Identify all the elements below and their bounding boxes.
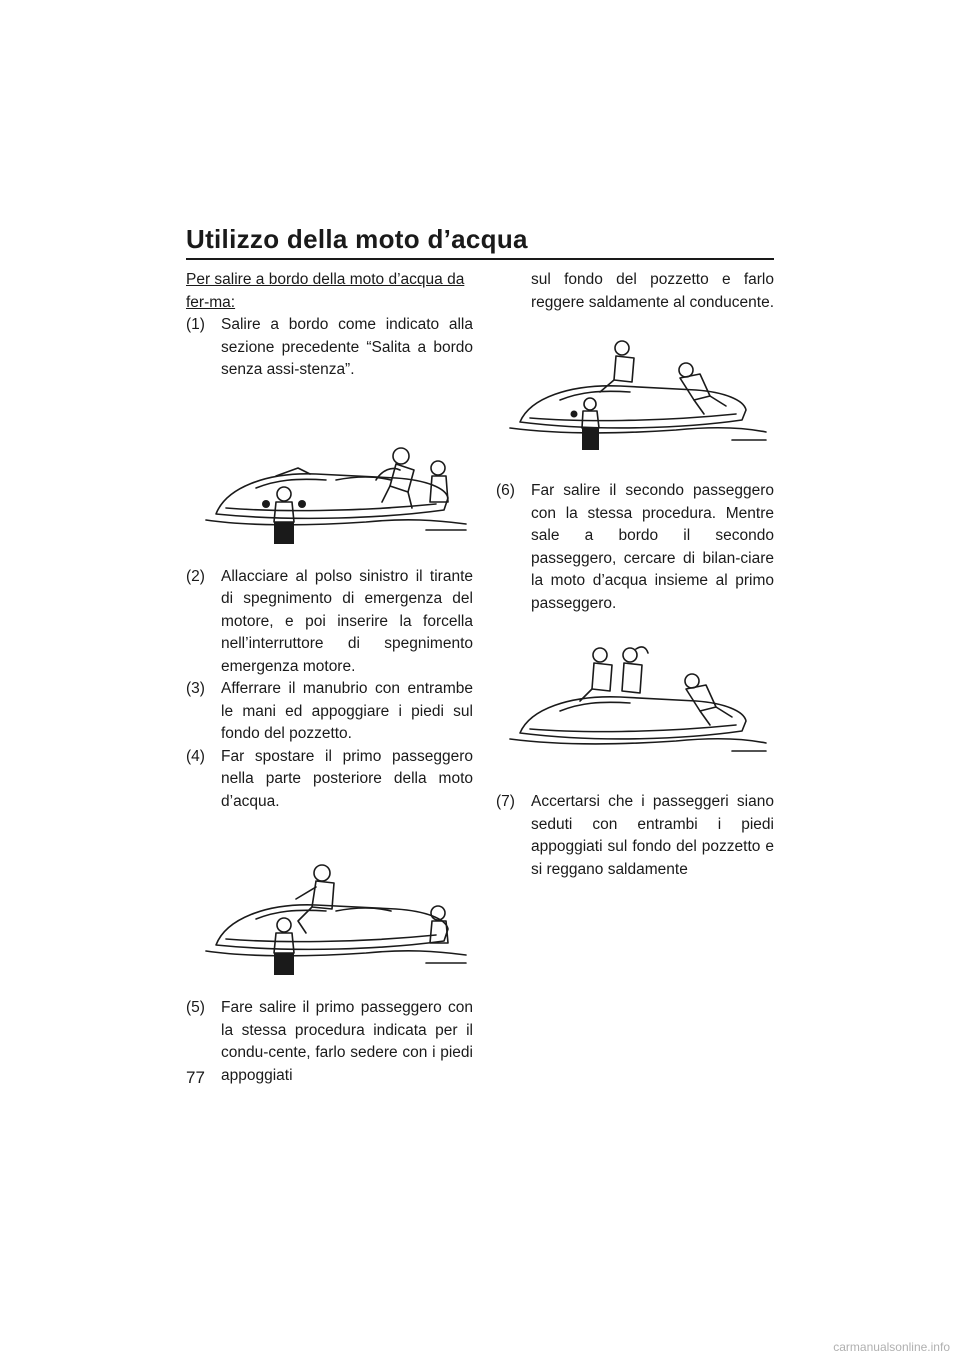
step-1-number: (1) [186,316,205,333]
step-2-number: (2) [186,567,205,585]
step-2-text: Allacciare al polso sinistro il tirante di spegnimento di emergenza del motore, e poi inserire la forcella nell’interruttore di spegnimento emergenza motore. [221,567,473,675]
illustration-second-passenger-boarding [496,629,774,779]
step-4 [186,746,473,814]
illustration-passenger-moving-rear [186,821,473,991]
right-column [496,269,774,881]
page-number: 77 [186,1068,205,1087]
step-7-number: (7) [496,793,515,810]
footer [0,1338,960,1358]
step-6-text: Far salire il secondo passeggero con la stessa procedura. Mentre sale a bordo il secondo passeggero, cercare di bilan-ciare la moto d’acqua insieme al primo passeggero. [531,482,774,612]
page-title: Utilizzo della moto d’acqua [186,224,528,254]
title-rule [186,258,774,260]
step-5-number: (5) [186,999,205,1016]
illustration-rider-boarding [186,390,473,560]
step-5 [186,997,473,1087]
step-6-number: (6) [496,482,515,499]
step-3-number: (3) [186,680,205,697]
step-4-number: (4) [186,747,205,765]
step-7 [496,791,774,881]
step-2 [186,566,473,679]
step-7-text: Accertarsi che i passeggeri siano seduti con entrambi i piedi appoggiati sul fondo del pozzetto e si reggano saldamente [531,793,774,878]
step-1 [186,314,473,382]
step-5-text: Fare salire il primo passeggero con la stessa procedura indicata per il condu-cente, farlo sedere con i piedi appoggiati [221,999,473,1084]
step-3-text: Afferrare il manubrio con entrambe le mani ed appoggiare i piedi sul fondo del pozzetto. [221,680,473,742]
step-1-text: Salire a bordo come indicato alla sezione precedente “Salita a bordo senza assi-stenza”. [221,316,473,378]
step-3 [186,678,473,746]
illustration-first-passenger-seated [496,328,774,468]
left-column [186,269,473,1087]
section-heading: Per salire a bordo della moto d’acqua da fer-ma: [186,271,465,311]
step-6 [496,480,774,615]
step-4-text: Far spostare il primo passeggero nella parte posteriore della moto d’acqua. [221,747,473,810]
step-5-continued: sul fondo del pozzetto e farlo reggere saldamente al conducente. [531,271,774,311]
footer-watermark: carmanualsonline.info [833,1340,950,1354]
